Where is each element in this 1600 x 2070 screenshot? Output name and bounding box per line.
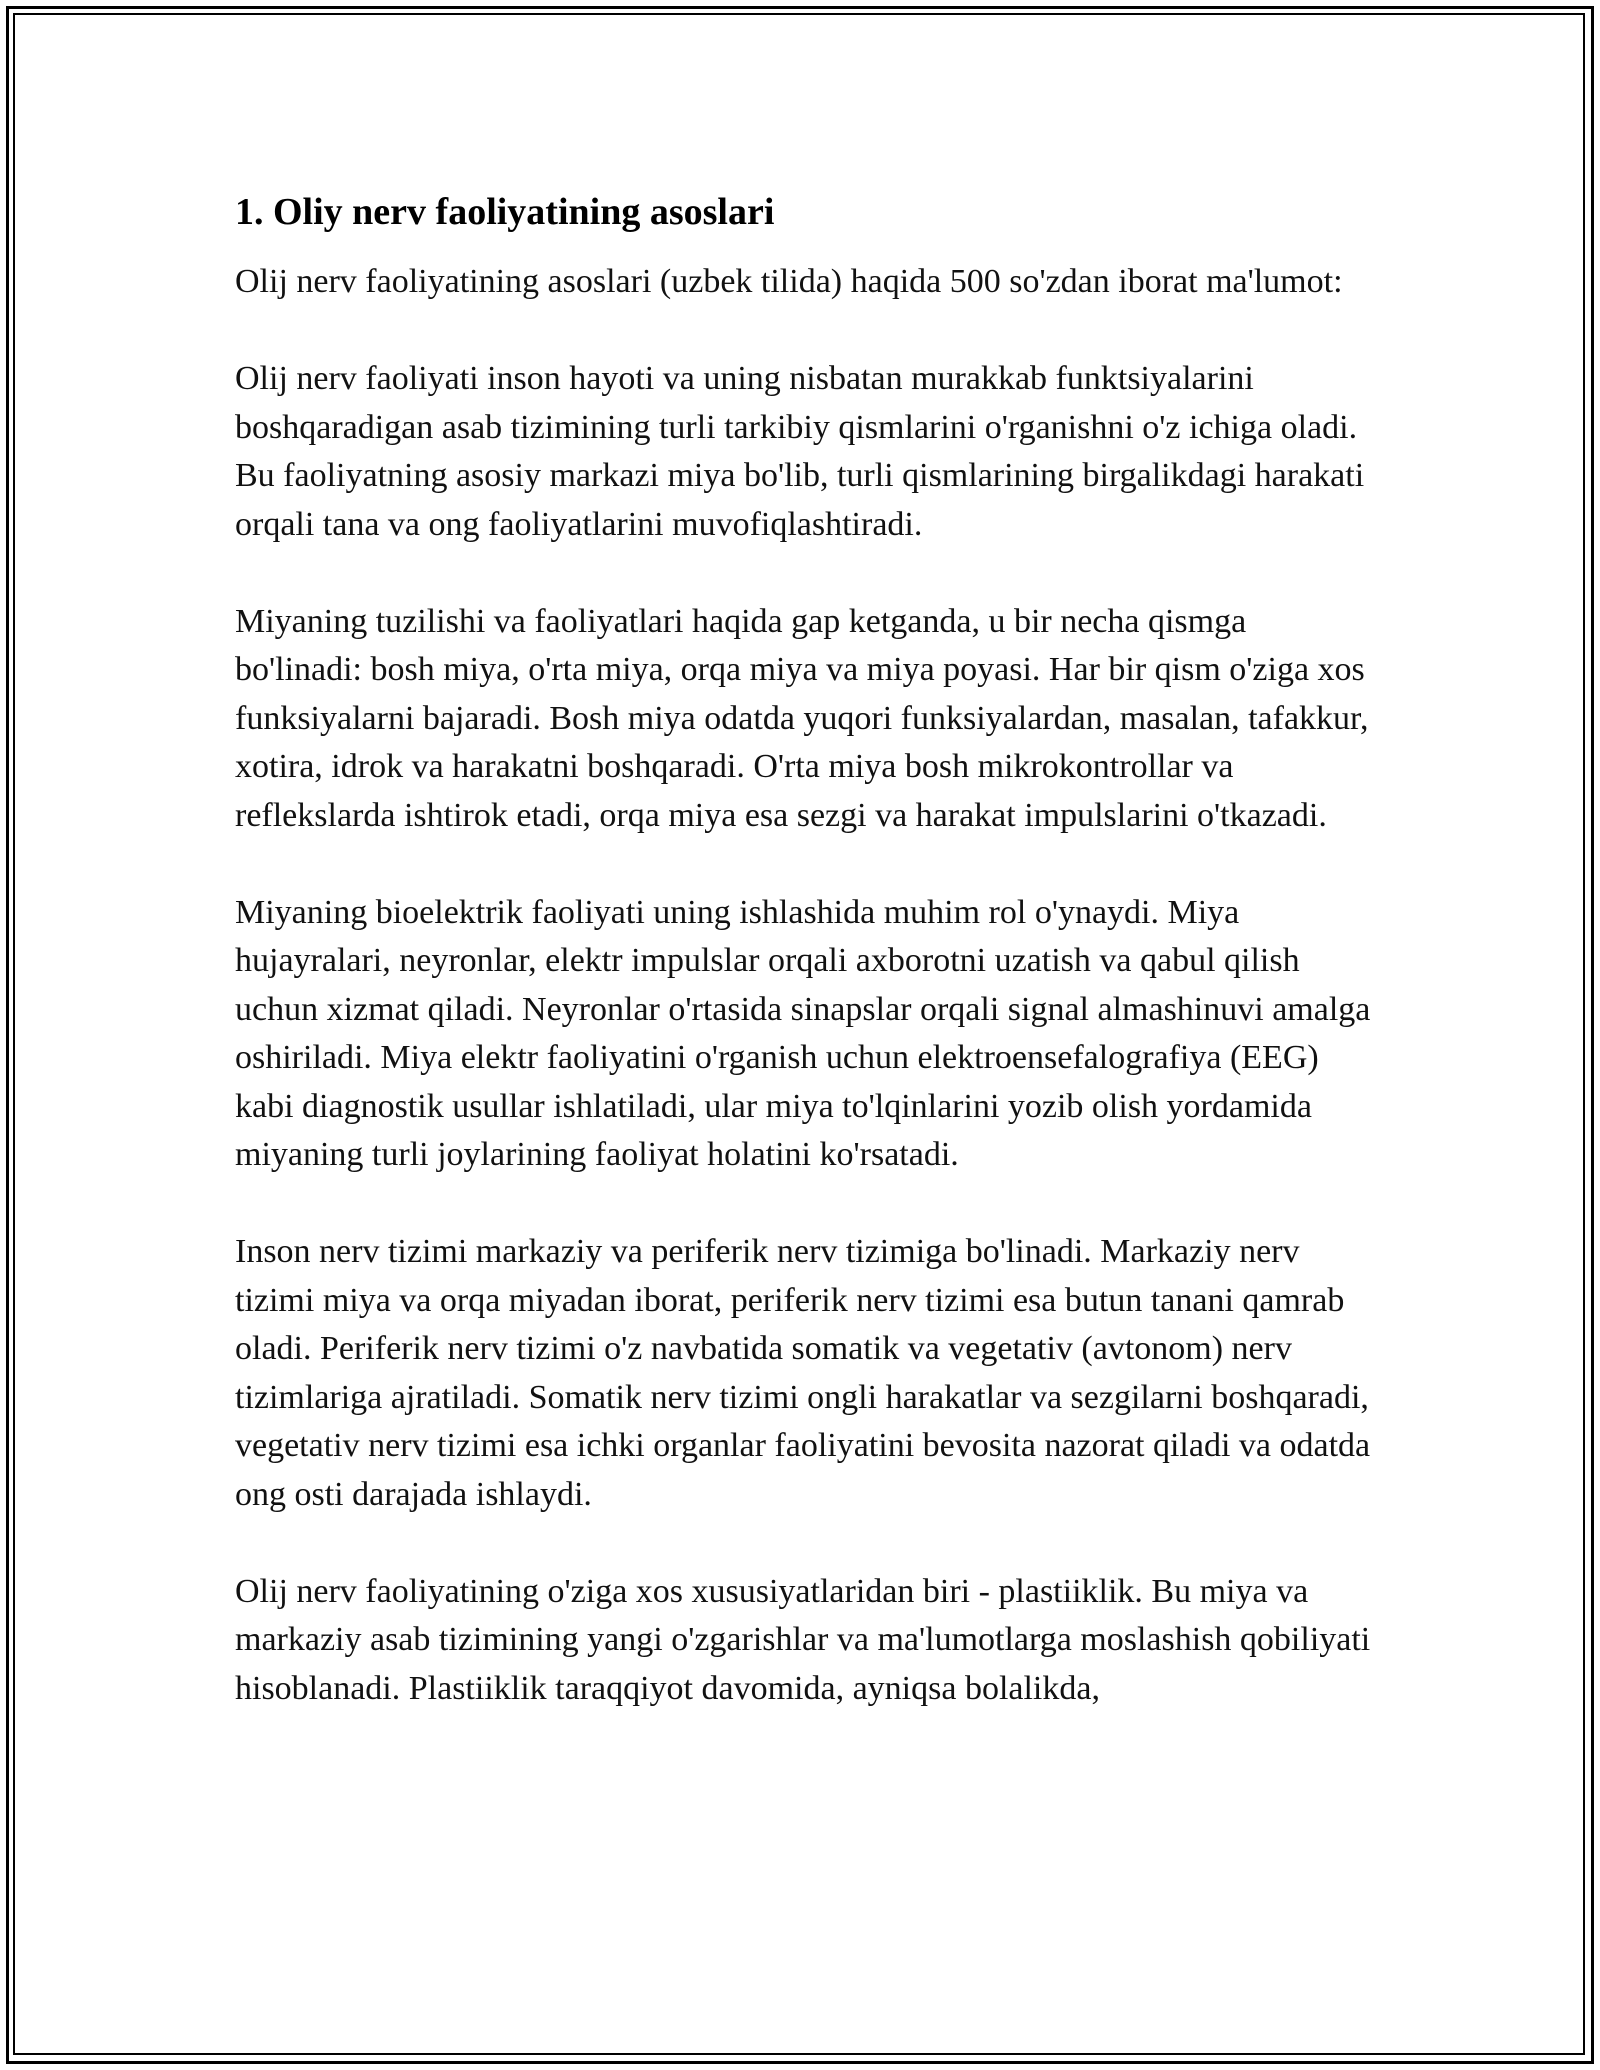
paragraph-definition: Olij nerv faoliyati inson hayoti va uning nisbatan murakkab funktsiyalarini boshqaradigan asab tizimining turli tarkibiy qismlarini o'rganishni o'z ichiga oladi. Bu faoliyatning asosiy markazi miya bo'lib, turli qismlarining birgalikdagi harakati orqali tana va ong faoliyatlarini muvofiqlashtiradi. [235,360,1365,543]
paragraph-intro: Olij nerv faoliyatining asoslari (uzbek tilida) haqida 500 so'zdan iborat ma'lumot: [235,263,1343,300]
document-title: 1. Oliy nerv faoliyatining asoslari [235,191,775,233]
paragraph-plasticity: Olij nerv faoliyatining o'ziga xos xususiyatlaridan biri - plastiiklik. Bu miya va markaziy asab tizimining yangi o'zgarishlar va ma'lumotlarga moslashish qobiliyati hisoblanadi. Plastiiklik taraqqiyot davomida, ayniqsa bolalikda, [235,1572,1371,1707]
paragraph-bioelectric-activity: Miyaning bioelektrik faoliyati uning ishlashida muhim rol o'ynaydi. Miya hujayralari, neyronlar, elektr impulslar orqali axborotni uzatish va qabul qilish uchun xizmat qiladi. Neyronlar o'rtasida sinapslar orqali signal almashinuvi amalga oshiriladi. Miya elektr faoliyatini o'rganish uchun elektroensefalografiya (EEG) kabi diagnostik usullar ishlatiladi, ular miya to'lqinlarini yozib olish yordamida miyaning turli joylarining faoliyat holatini ko'rsatadi. [235,893,1371,1173]
paragraph-brain-structure: Miyaning tuzilishi va faoliyatlari haqida gap ketganda, u bir necha qismga bo'linadi: bosh miya, o'rta miya, orqa miya va miya poyasi. Har bir qism o'ziga xos funksiyalarni bajaradi. Bosh miya odatda yuqori funksiyalardan, masalan, tafakkur, xotira, idrok va harakatni boshqaradi. O'rta miya bosh mikrokontrollar va reflekslarda ishtirok etadi, orqa miya esa sezgi va harakat impulslarini o'tkazadi. [235,602,1369,834]
document-body [235,188,1375,1713]
paragraph-nervous-system-divisions: Inson nerv tizimi markaziy va periferik nerv tizimiga bo'linadi. Markaziy nerv tizimi miya va orqa miyadan iborat, periferik nerv tizimi esa butun tanani qamrab oladi. Periferik nerv tizimi o'z navbatida somatik va vegetativ (avtonom) nerv tizimlariga ajratiladi. Somatik nerv tizimi ongli harakatlar va sezgilarni boshqaradi, vegetativ nerv tizimi esa ichki organlar faoliyatini bevosita nazorat qiladi va odatda ong osti darajada ishlaydi. [235,1233,1371,1513]
